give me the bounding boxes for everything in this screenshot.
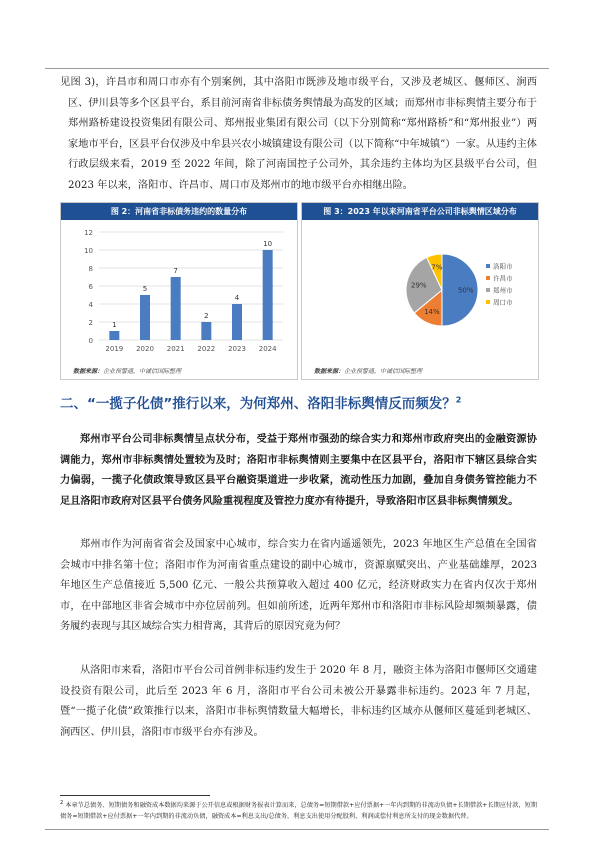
x-tick-label: 2019 — [105, 345, 124, 353]
legend-swatch — [486, 264, 490, 268]
x-tick-label: 2021 — [166, 345, 185, 353]
footnote: $^2$ 本章节总债务、短期债务和融资成本数据均来源于公开信息或根据财务报表计算而来，总债务=短期借款+应付票据+一年内到期的非流动负债+长期借款+长期应付款，短期债务=短期借款+应付票据+一年内到期的非流动负债，融资成本=利息支出/总债务，利息支出使用分配股利、利润或偿付利息所支付的现金数据代替。 — [60, 800, 538, 821]
paragraph-zhengzhou-luoyang: 郑州市作为河南省省会及国家中心城市，综合实力在省内遥遥领先，2023 年地区生产总值在全国省会城市中排名第十位；洛阳市作为河南省重点建设的副中心城市，资源禀赋突出、产业基础雄厚，2023 年地区生产总值接近 5,500 亿元、一般公共预算收入超过 400 亿元，经济财政实力在省内仅次于郑州市，在中部地区非省会城市中亦位居前列。但如前所述，近两年郑州市和洛阳市非标风险却频频暴露，债务履约表现与其区域综合实力相背离，其背后的原因究竟为何？ — [60, 539, 537, 633]
bar-2019 — [109, 331, 119, 340]
y-tick-label: 8 — [88, 265, 93, 273]
figure-3-pie-chart — [301, 202, 539, 380]
bar-value-label: 4 — [234, 294, 240, 302]
paragraph-intro: 见图 3)，许昌市和周口市亦有个别案例，其中洛阳市既涉及地市级平台，又涉及老城区、偃师区、涧西区、伊川县等多个区县平台，系目前河南省非标债务舆情最为高发的区域；而郑州市非标舆情主要分布于郑州路桥建设投资集团有限公司、郑州报业集团有限公司（以下分别简称“郑州路桥”和“郑州报业”）两家地市平台，区县平台仅涉及中牟县兴农小城镇建设有限公司（以下简称“中年城镇”）一家。从违约主体行政层级来看，2019 至 2022 年间，除了河南国控子公司外，其余违约主体均为区县级平台公司，但 2023 年以来，洛阳市、许昌市、周口市及郑州市的地市级平台亦相继出险。 — [60, 77, 537, 191]
top-border-line — [45, 68, 549, 69]
paragraph-luoyang-detail: 从洛阳市来看，洛阳市平台公司首例非标违约发生于 2020 年 8 月，融资主体为洛阳市偃师区交通建设投资有限公司，此后至 2023 年 6 月，洛阳市平台公司未被公开暴露非标违约。2023 年 7 月起，暨“一揽子化债”政策推行以来，洛阳市非标舆情数量大幅增长，非标违约区域亦从偃师区蔓延到老城区、涧西区、伊川县，洛阳市市级平台亦有涉及。 — [60, 665, 537, 738]
bar-2021 — [171, 277, 181, 340]
y-tick-label: 6 — [88, 283, 93, 291]
bar-value-label: 1 — [112, 321, 117, 329]
legend-label: 洛阳市 — [493, 262, 513, 271]
y-tick-label: 12 — [84, 229, 93, 237]
bar-2022 — [201, 322, 211, 340]
bottom-border-line — [45, 829, 549, 830]
footnote-rule — [60, 795, 210, 796]
x-tick-label: 2022 — [197, 345, 216, 353]
bar-value-label: 10 — [263, 240, 273, 248]
x-tick-label: 2024 — [258, 345, 277, 353]
pie-chart-svg — [302, 220, 538, 360]
section-heading: 二、“一揽子化债”推行以来，为何郑州、洛阳非标舆情反而频发？$^2$ — [60, 395, 462, 412]
y-tick-label: 4 — [88, 301, 93, 309]
figure-2-title: 图 2：河南省非标债务违约的数量分布 — [61, 203, 297, 220]
bar-value-label: 2 — [204, 312, 209, 320]
legend-label: 周口市 — [493, 298, 513, 307]
y-tick-label: 2 — [88, 319, 93, 327]
bar-value-label: 5 — [142, 285, 148, 293]
paragraph-summary-bold: 郑州市平台公司非标舆情呈点状分布，受益于郑州市强劲的综合实力和郑州市政府突出的金融资源协调能力，郑州市非标舆情处置较为及时；洛阳市非标舆情则主要集中在区县平台，洛阳市下辖区县综合实力偏弱，一揽子化债政策导致区县平台融资渠道进一步收紧，流动性压力加剧，叠加自身债务管控能力不足且洛阳市政府对区县平台债务风险重视程度及管控力度亦有待提升，导致洛阳市区县非标舆情频发。 — [60, 433, 537, 507]
figure-3-source: 数据来源：企业预警通，中诚信国际整理 — [314, 368, 423, 375]
bar-2020 — [140, 295, 150, 340]
x-tick-label: 2023 — [228, 345, 246, 353]
x-tick-label: 2020 — [136, 345, 154, 353]
y-tick-label: 0 — [88, 337, 93, 345]
bar-2024 — [263, 250, 273, 340]
bar-2023 — [232, 304, 242, 340]
legend-swatch — [486, 276, 490, 280]
pie-slice-label: 29% — [411, 281, 427, 290]
legend-swatch — [486, 300, 490, 304]
figure-2-source: 数据来源：企业预警通，中诚信国际整理 — [73, 368, 182, 375]
figure-3-title: 图 3：2023 年以来河南省平台公司非标舆情区域分布 — [302, 203, 538, 220]
bar-value-label: 7 — [173, 267, 178, 275]
bar-chart-svg — [61, 220, 297, 360]
legend-label: 许昌市 — [493, 274, 513, 283]
pie-slice-label: 50% — [457, 286, 474, 295]
pie-slice-label: 14% — [424, 307, 440, 316]
pie-slice-label: 7% — [431, 263, 443, 272]
figure-2-bar-chart — [60, 202, 298, 380]
y-tick-label: 10 — [84, 247, 93, 255]
legend-label: 郑州市 — [493, 286, 513, 295]
legend-swatch — [486, 288, 490, 292]
